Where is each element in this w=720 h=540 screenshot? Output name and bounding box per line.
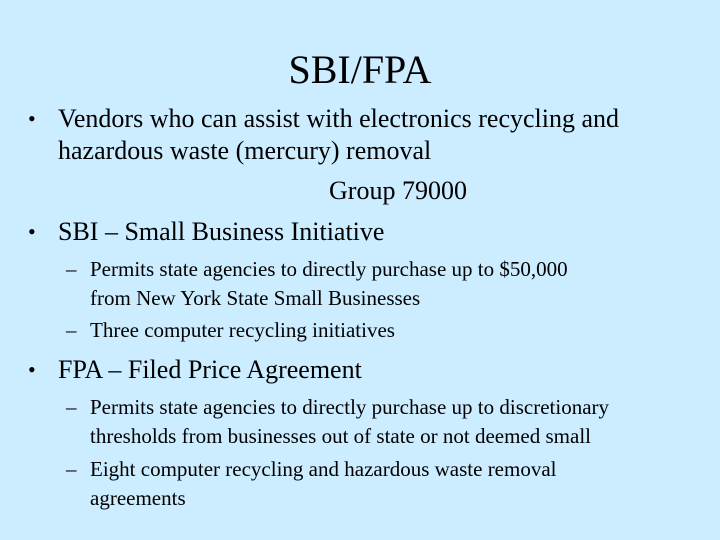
sub-bullet-line2: from New York State Small Businesses: [90, 286, 421, 310]
bullet-marker: •: [28, 219, 36, 244]
slide-title-text: SBI/FPA: [288, 47, 432, 92]
sub-bullet-line1: Three computer recycling initiatives: [90, 318, 395, 342]
dash-marker: –: [66, 318, 77, 342]
sub-bullet-line2: agreements: [90, 486, 186, 510]
dash-marker: –: [66, 257, 77, 281]
dash-marker: –: [66, 395, 77, 419]
bullet-marker: •: [28, 106, 36, 131]
bullet-vendors-line1: Vendors who can assist with electronics recycling and: [58, 104, 620, 133]
sub-bullet-line1: Permits state agencies to directly purchase up to $50,000: [90, 257, 568, 281]
bullet-marker: •: [28, 357, 36, 382]
bullet-fpa-text: FPA – Filed Price Agreement: [58, 355, 362, 384]
sub-bullet-fpa-agreements: [66, 455, 700, 513]
bullet-fpa: [28, 354, 698, 386]
bullet-sbi: [28, 216, 698, 248]
sub-bullet-line1: Permits state agencies to directly purchase up to discretionary: [90, 395, 610, 419]
bullet-vendors-line2: hazardous waste (mercury) removal: [58, 136, 432, 165]
sub-bullet-line2: thresholds from businesses out of state or not deemed small: [90, 424, 591, 448]
bullet-vendors: [28, 103, 698, 167]
sub-bullet-sbi-permits: [66, 255, 700, 313]
sub-bullet-sbi-initiatives: [66, 316, 700, 345]
sub-bullet-line1: Eight computer recycling and hazardous waste removal: [90, 457, 557, 481]
bullet-sbi-text: SBI – Small Business Initiative: [58, 217, 385, 246]
dash-marker: –: [66, 457, 77, 481]
sub-bullet-fpa-permits: [66, 393, 700, 451]
slide-title: [0, 46, 720, 94]
group-number: Group 79000: [329, 176, 467, 205]
